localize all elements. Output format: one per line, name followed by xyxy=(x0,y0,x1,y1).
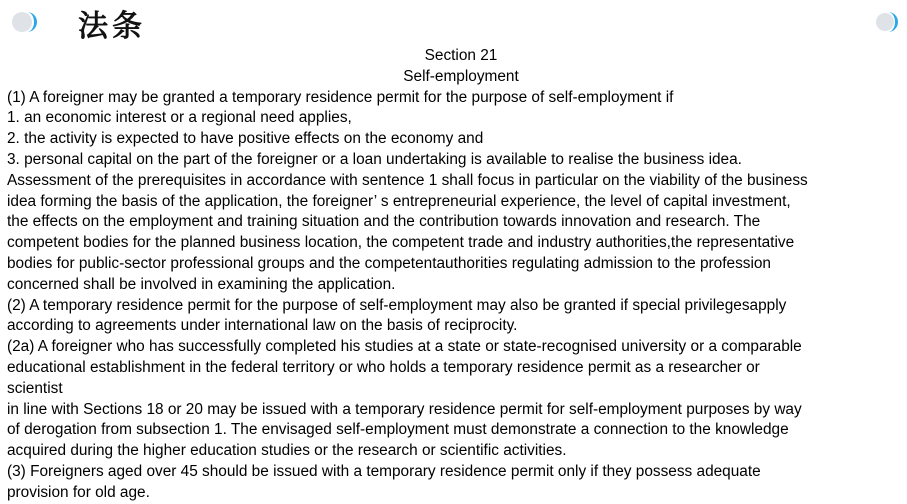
section-title: Self-employment xyxy=(403,67,519,85)
paragraph-line: of derogation from subsection 1. The envisaged self-employment must demonstrate a connection to the knowledge xyxy=(7,421,789,439)
paragraph-line: idea forming the basis of the application, the foreigner’ s entrepreneurial experience, the level of capital investment, xyxy=(7,192,791,210)
paragraph-line: (2) A temporary residence permit for the purpose of self-employment may also be granted if special privilegesapply xyxy=(7,296,787,314)
paragraph-line: 3. personal capital on the part of the foreigner or a loan undertaking is available to realise the business idea. xyxy=(7,150,742,168)
paragraph-line: according to agreements under international law on the basis of reciprocity. xyxy=(7,317,518,335)
crescent-logo-icon xyxy=(876,9,900,35)
paragraph-line: (3) Foreigners aged over 45 should be issued with a temporary residence permit only if they possess adequate xyxy=(7,462,761,480)
paragraph-line: Assessment of the prerequisites in accordance with sentence 1 shall focus in particular on the viability of the business xyxy=(7,171,808,189)
page-header xyxy=(0,0,907,46)
paragraph-line: acquired during the higher education studies or the research or scientific activities. xyxy=(7,442,567,460)
paragraph-line: the effects on the employment and training situation and the contribution towards innovation and research. The xyxy=(7,213,761,231)
paragraph-line: 2. the activity is expected to have positive effects on the economy and xyxy=(7,130,484,148)
section-number: Section 21 xyxy=(424,47,498,64)
paragraph-line: in line with Sections 18 or 20 may be issued with a temporary residence permit for self-employment purposes by way xyxy=(7,400,802,418)
paragraph-line: scientist xyxy=(7,379,63,397)
crescent-logo-icon xyxy=(10,9,40,35)
paragraph-line: concerned shall be involved in examining the application. xyxy=(7,275,396,293)
paragraph-line: (2a) A foreigner who has successfully completed his studies at a state or state-recognised university or a comparable xyxy=(7,338,802,356)
page-title: 法条 xyxy=(78,9,146,44)
document-body xyxy=(7,46,905,504)
paragraph-line: provision for old age. xyxy=(7,483,150,501)
paragraph-line: 1. an economic interest or a regional need applies, xyxy=(7,109,352,127)
paragraph-line: bodies for public-sector professional groups and the competentauthorities regulating admission to the profession xyxy=(7,254,771,272)
paragraph-line: competent bodies for the planned business location, the competent trade and industry authorities,the representative xyxy=(7,234,795,252)
paragraph-line: educational establishment in the federal territory or who holds a temporary residence permit as a researcher or xyxy=(7,358,760,376)
paragraph-line: (1) A foreigner may be granted a temporary residence permit for the purpose of self-employment if xyxy=(7,88,674,106)
